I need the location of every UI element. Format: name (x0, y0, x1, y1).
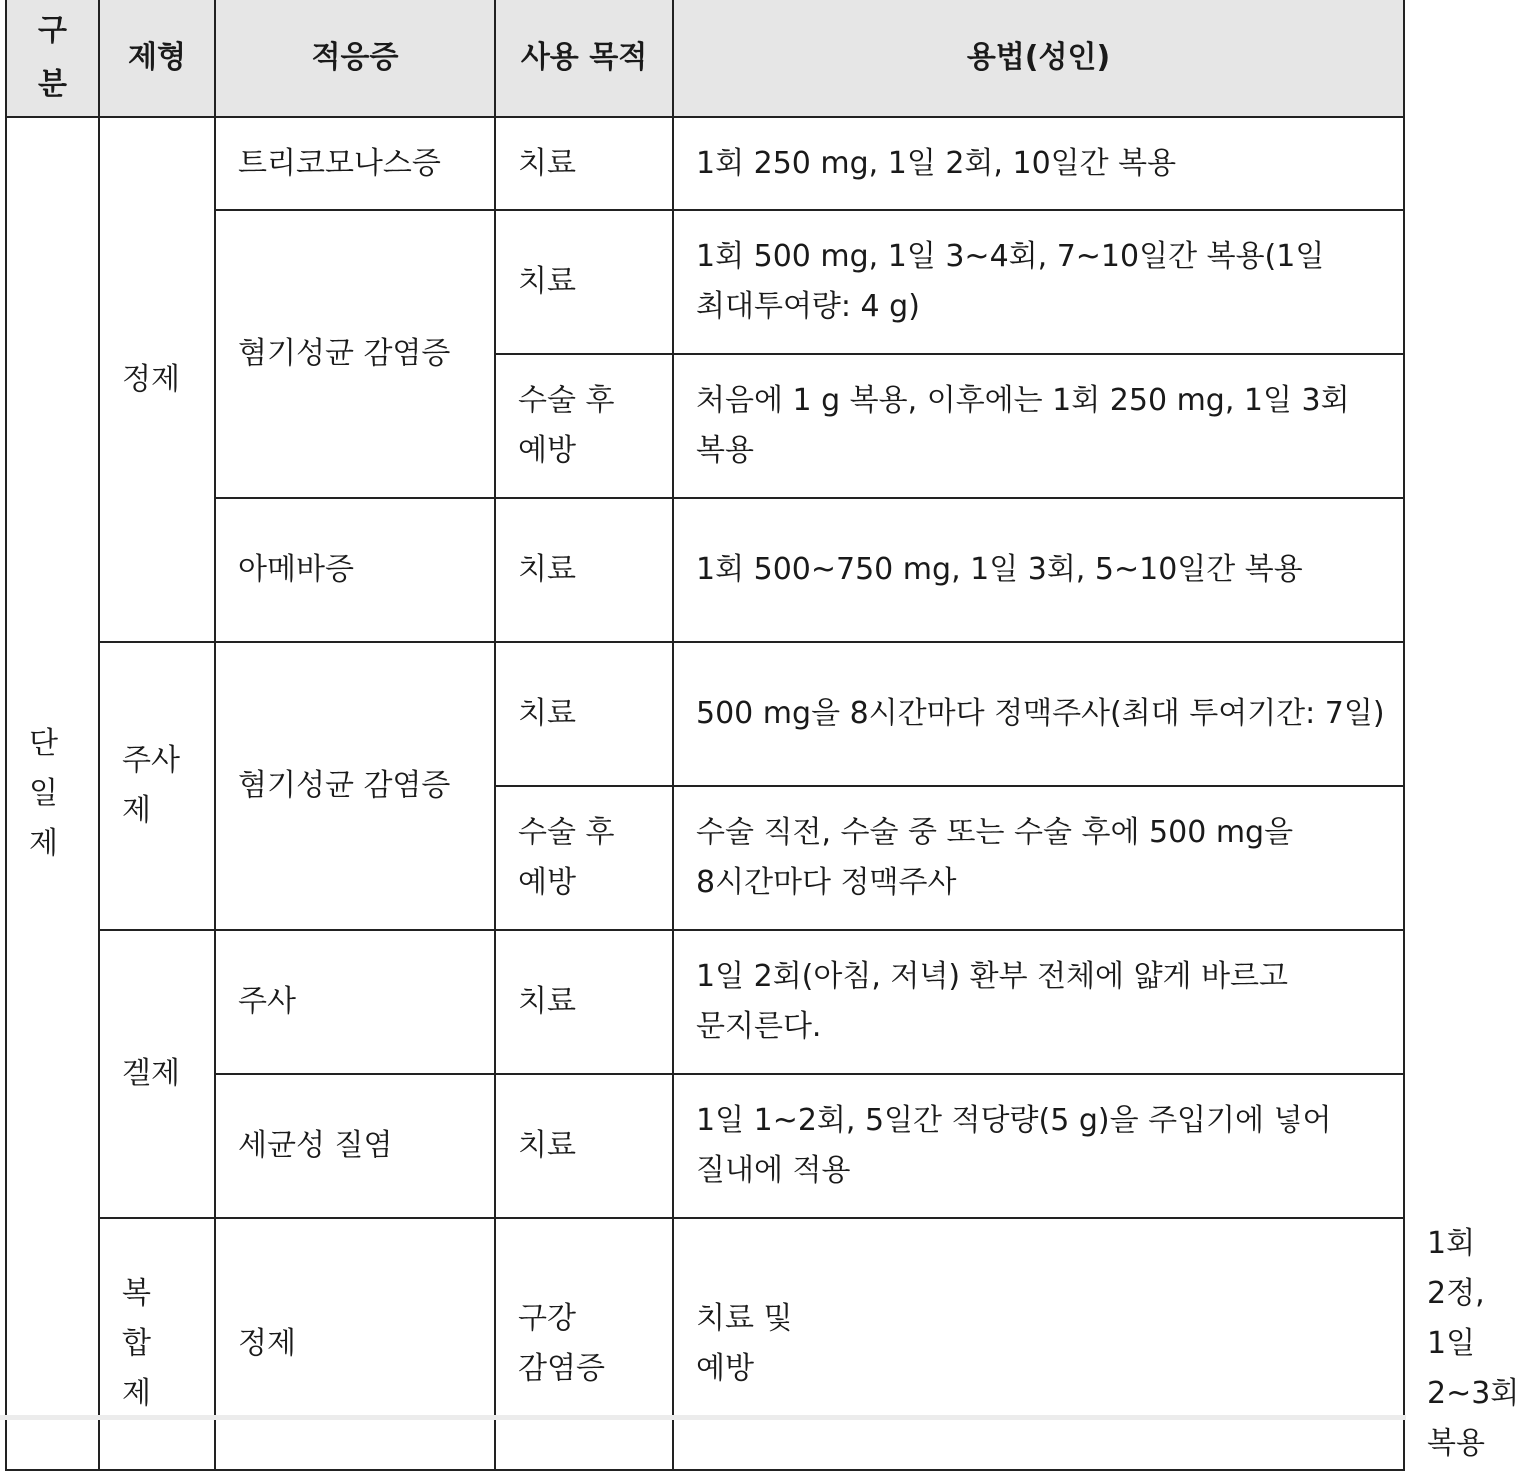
purpose-cell: 치료 (495, 210, 673, 354)
form-injection (99, 642, 215, 930)
header-indication: 적응증 (215, 0, 495, 117)
form-gel: 겔제 (99, 930, 215, 1218)
form-combo-tablet: 정제 (215, 1218, 495, 1470)
purpose-cell: 치료 (495, 1074, 673, 1218)
usage-cell: 1일 1~2회, 5일간 적당량(5 g)을 주입기에 넣어 질내에 적용 (673, 1074, 1404, 1218)
table-row (6, 117, 1404, 210)
purpose-text: 수술 후 예방 (518, 383, 615, 468)
purpose-cell (495, 354, 673, 498)
group-combo-text: 복 합 제 (122, 1276, 151, 1411)
indication-cell: 트리코모나스증 (215, 117, 495, 210)
indication-cell: 혐기성균 감염증 (215, 210, 495, 498)
table-row: 복 합 제 정제 구강 감염증 치료 및 예방 1회 2정, 1일 2~3회 복용 (6, 1218, 1404, 1470)
header-usage: 용법(성인) (673, 0, 1404, 117)
purpose-cell (673, 1218, 1404, 1470)
purpose-text: 치료 및 예방 (696, 1301, 793, 1386)
header-gubun (6, 0, 99, 117)
indication-cell: 구강 감염증 (495, 1218, 673, 1470)
indication-cell: 아메바증 (215, 498, 495, 642)
purpose-cell: 치료 (495, 642, 673, 786)
header-purpose: 사용 목적 (495, 0, 673, 117)
purpose-cell: 치료 (495, 498, 673, 642)
indication-cell: 세균성 질염 (215, 1074, 495, 1218)
usage-cell: 1일 2회(아침, 저녁) 환부 전체에 얇게 바르고 문지른다. (673, 930, 1404, 1074)
table-row (6, 210, 1404, 354)
purpose-cell: 치료 (495, 930, 673, 1074)
usage-cell: 처음에 1 g 복용, 이후에는 1회 250 mg, 1일 3회 복용 (673, 354, 1404, 498)
indication-cell: 혐기성균 감염증 (215, 642, 495, 930)
dosage-table (5, 0, 1519, 1471)
table-row (6, 642, 1404, 786)
table-row (6, 930, 1404, 1074)
purpose-cell: 치료 (495, 117, 673, 210)
usage-cell: 수술 직전, 수술 중 또는 수술 후에 500 mg을 8시간마다 정맥주사 (673, 786, 1404, 930)
form-injection-text: 주사 제 (122, 743, 180, 828)
table-header-row (6, 0, 1404, 117)
indication-cell: 주사 (215, 930, 495, 1074)
purpose-cell (495, 786, 673, 930)
table-row (6, 498, 1404, 642)
group-single (6, 117, 99, 1470)
usage-cell: 1회 500 mg, 1일 3~4회, 7~10일간 복용(1일 최대투여량: 4 g) (673, 210, 1404, 354)
header-gubun-text: 구 분 (38, 13, 67, 102)
usage-cell: 1회 500~750 mg, 1일 3회, 5~10일간 복용 (673, 498, 1404, 642)
header-form: 제형 (99, 0, 215, 117)
usage-cell: 500 mg을 8시간마다 정맥주사(최대 투여기간: 7일) (673, 642, 1404, 786)
table-row (6, 1074, 1404, 1218)
bottom-strip (0, 1415, 1406, 1420)
purpose-text: 수술 후 예방 (518, 815, 615, 900)
group-combo (99, 1218, 215, 1470)
group-single-text: 단 일 제 (29, 725, 58, 861)
usage-cell: 1회 250 mg, 1일 2회, 10일간 복용 (673, 117, 1404, 210)
form-tablet: 정제 (99, 117, 215, 642)
